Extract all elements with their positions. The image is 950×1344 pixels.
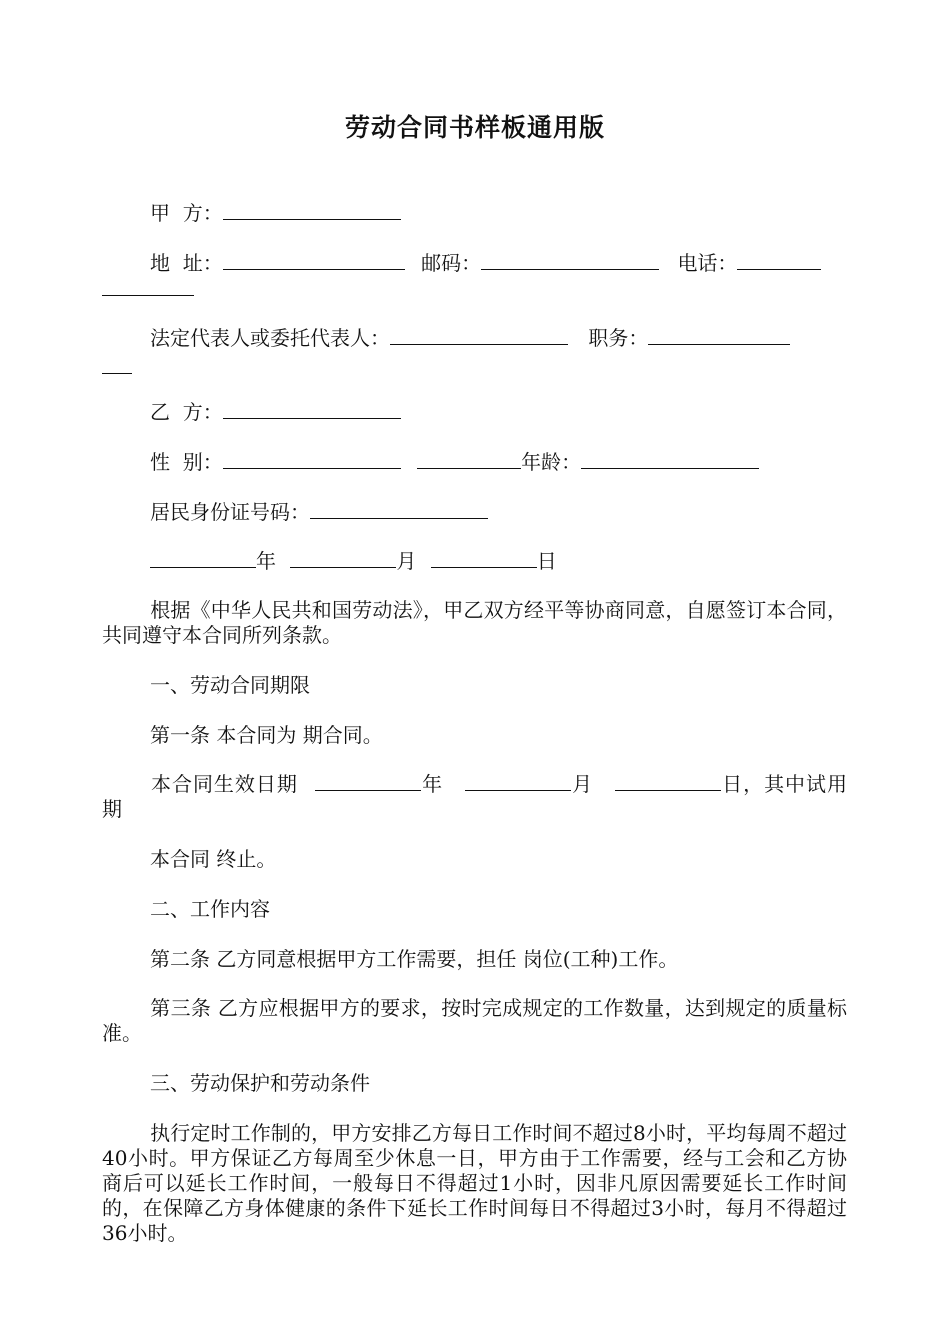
address-blank[interactable]: [223, 251, 405, 270]
effective-day-suffix: 日，其中试用期: [102, 772, 848, 821]
address-line: [150, 251, 821, 275]
id-number-label: 居民身份证号码：: [150, 500, 310, 524]
phone-label: 电话：: [677, 251, 738, 275]
effective-prefix: 本合同生效日期: [150, 772, 306, 796]
age-blank[interactable]: [581, 450, 759, 469]
phone-blank[interactable]: [737, 251, 821, 270]
date-day-label: 日: [536, 549, 557, 573]
section3-heading: 三、劳动保护和劳动条件: [150, 1071, 370, 1095]
party-a-line: [150, 201, 401, 225]
party-a-blank[interactable]: [223, 201, 401, 220]
age-label: 年龄：: [521, 450, 582, 474]
representative-blank[interactable]: [390, 326, 568, 345]
intro-paragraph: [102, 598, 847, 648]
effective-year-blank[interactable]: [315, 772, 421, 791]
date-year-label: 年: [256, 549, 276, 573]
effective-year-label: 年: [421, 772, 444, 796]
representative-line: [150, 326, 790, 350]
id-number-blank[interactable]: [310, 500, 488, 519]
document-title: 劳动合同书样板通用版: [344, 113, 605, 142]
gender-blank[interactable]: [223, 450, 401, 469]
party-b-blank[interactable]: [223, 400, 401, 419]
representative-label: 法定代表人或委托代表人：: [150, 326, 390, 350]
date-month-blank[interactable]: [290, 549, 396, 568]
party-b-line: [150, 400, 401, 424]
intro-text: 根据《中华人民共和国劳动法》，甲乙双方经平等协商同意，自愿签订本合同，共同遵守本合同所列条款。: [102, 598, 847, 647]
section3-body-text: 执行定时工作制的，甲方安排乙方每日工作时间不超过8小时，平均每周不超过40小时。甲方保证乙方每周至少休息一日，甲方由于工作需要，经与工会和乙方协商后可以延长工作时间，一般每日不得超过1小时，因非凡原因需要延长工作时间的，在保障乙方身体健康的条件下延长工作时间每日不得超过3小时，每月不得超过36小时。: [102, 1121, 847, 1245]
id-number-line: [150, 500, 488, 524]
postcode-label: 邮码：: [421, 251, 482, 275]
position-blank-continued[interactable]: [102, 372, 132, 374]
effective-day-blank[interactable]: [615, 772, 721, 791]
phone-blank-continued[interactable]: [102, 294, 194, 296]
position-blank[interactable]: [648, 326, 790, 345]
postcode-blank[interactable]: [481, 251, 659, 270]
article1: 第一条 本合同为 期合同。: [150, 723, 383, 747]
section3-body-paragraph: [102, 1121, 847, 1246]
gender-extra-blank[interactable]: [417, 450, 521, 469]
effective-date-paragraph: [102, 772, 847, 822]
date-day-blank[interactable]: [431, 549, 537, 568]
date-line: [150, 549, 557, 573]
gender-label: 性 别：: [150, 450, 223, 474]
article3-paragraph: [102, 996, 847, 1046]
party-a-label: 甲 方：: [150, 201, 223, 225]
article3-text: 第三条 乙方应根据甲方的要求，按时完成规定的工作数量，达到规定的质量标准。: [102, 996, 847, 1045]
effective-month-blank[interactable]: [465, 772, 571, 791]
position-label: 职务：: [588, 326, 649, 350]
article2: 第二条 乙方同意根据甲方工作需要，担任 岗位(工种)工作。: [150, 947, 679, 971]
section1-heading: 一、劳动合同期限: [150, 673, 310, 697]
party-b-label: 乙 方：: [150, 400, 223, 424]
effective-month-label: 月: [571, 772, 594, 796]
gender-line: [150, 450, 759, 474]
section2-heading: 二、工作内容: [150, 897, 270, 921]
date-month-label: 月: [396, 549, 417, 573]
address-label: 地 址：: [150, 251, 223, 275]
termination-line: 本合同 终止。: [150, 847, 277, 871]
date-year-blank[interactable]: [150, 549, 256, 568]
